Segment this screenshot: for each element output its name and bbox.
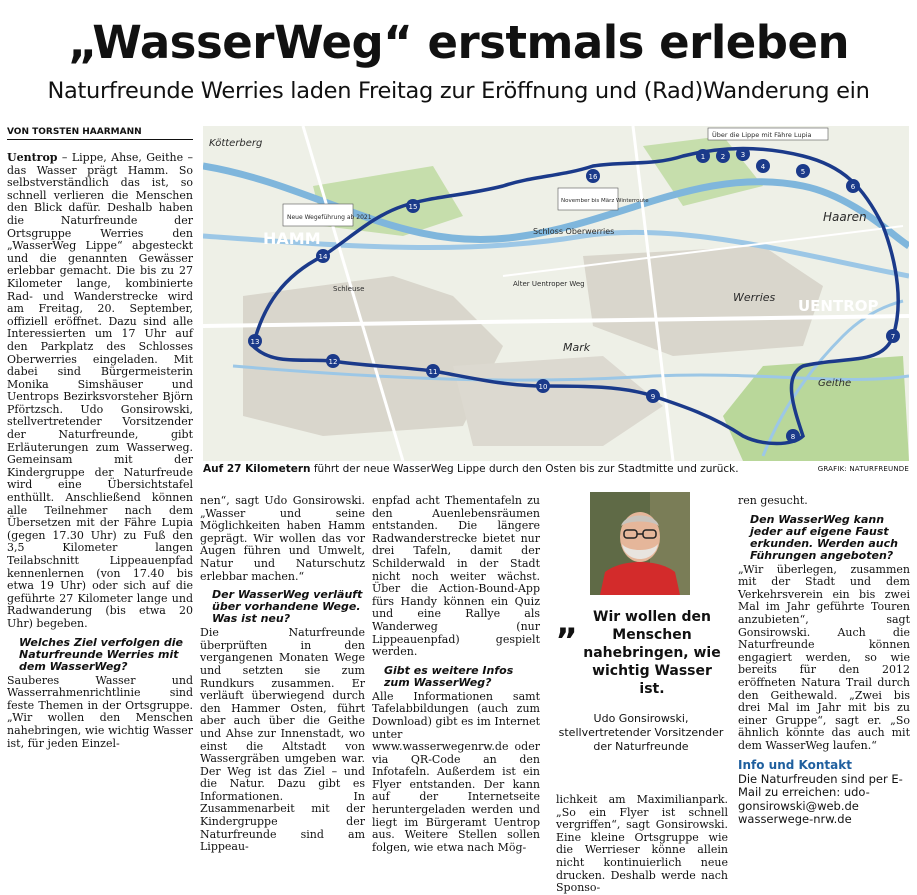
col4-text: lichkeit am Maximilianpark. „So ein Flyer ist schnell vergriffen“, sagt Gonsirowski. Eine kleine Ortsgruppe wie die Werrieser könne allein nicht kontinuierlich neue drucken. Deshalb werde nach Sponso- [556, 793, 728, 895]
col2-text: nen“, sagt Udo Gonsirowski. „Wasser und seine Möglichkeiten haben Hamm geprägt. Wir wollen das vor Augen führen und Umwelt, Natur und Naturschutz erlebbar machen.“ [200, 494, 365, 583]
article-column-3 [372, 495, 540, 854]
station-number: 12 [328, 358, 338, 366]
route-map-graphic [203, 126, 909, 461]
station-number: 14 [318, 253, 328, 261]
map-label-hamm: HAMM [263, 229, 321, 248]
station-number: 4 [760, 163, 766, 171]
map-label-geithe: Geithe [818, 378, 852, 389]
map-label-road: Alter Uentroper Weg [513, 280, 585, 288]
route-map [203, 126, 909, 461]
map-note-ferry: Über die Lippe mit Fähre Lupia [712, 131, 812, 139]
station-number: 5 [800, 168, 806, 176]
answer-text-4: „Wir überlegen, zusammen mit der Stadt und dem Verkehrsverein ein bis zwei Mal im Jahr geführte Touren anzubieten“, sagt Gonsirowski. Auch die Naturfreunde können engagiert werden, so wie bereits für den 2012 eröffneten Natura Trail durch den Geithewald. „Zwei bis drei Mal im Jahr mit bis zu einer Gruppe“, sagt er. „So ähnlich könnte das auch mit dem WasserWeg laufen.“ [738, 562, 910, 752]
article-intro [7, 152, 193, 631]
answer-text-2: Die Naturfreunde überprüften in den vergangenen Monaten Wege und setzten sie zum Rundkurs zusammen. Er verläuft überwiegend durch den Hammer Osten, führt aber auch über die Geithe und Ahse zur Innenstadt, wo einst die Altstadt von Wassergräben umgeben war. Der Weg ist das Ziel – und die Natur. Dazu gibt es Informationen. In Zusammenarbeit mit der Kindergruppe der Naturfreunde sind am Lippeau- [200, 626, 365, 854]
station-number: 3 [740, 151, 746, 159]
info-text: Die Naturfreuden sind per E-Mail zu erreichen: udo-gonsirowski@web.de wasserwege-nrw.de [738, 771, 903, 826]
station-number: 2 [720, 153, 726, 161]
map-label-schleuse: Schleuse [333, 285, 365, 293]
station-number: 16 [588, 173, 598, 181]
map-label-werries: Werries [733, 291, 776, 304]
station-number: 7 [890, 333, 896, 341]
article-column-5 [738, 495, 910, 827]
headline: „WasserWeg“ erstmals erleben [67, 16, 850, 69]
station-number: 6 [850, 183, 856, 191]
article-column-2 [200, 495, 365, 854]
info-heading: Info und Kontakt [738, 757, 852, 772]
station-number: 9 [650, 393, 656, 401]
question-heading-2: Der WasserWeg verläuft über vorhandene Wege. Was ist neu? [212, 588, 363, 626]
byline: VON TORSTEN HAARMANN [7, 127, 193, 140]
quote-author: Udo Gonsirowski, stellvertretender Vorsitzender der Naturfreunde [558, 712, 724, 753]
dateline: Uentrop [7, 151, 58, 164]
map-note-winter: November bis März Winterroute [561, 198, 649, 204]
answer-text-3: Alle Informationen samt Tafelabbildungen (auch zum Download) gibt es im Internet unter www.wasserwegenrw.de oder via QR-Code an den Infotafeln. Außerdem ist ein Flyer entstanden. Der kann auf der Internetseite heruntergeladen werden und liegt im Bürgeramt Uentrop aus. Weitere Stellen sollen folgen, wie etwa nach Mög- [372, 689, 540, 854]
quote-text: Wir wollen den Menschen nahebringen, wie wichtig Wasser ist. [583, 609, 721, 697]
caption-text: führt der neue WasserWeg Lippe durch den Osten bis zur Stadtmitte und zurück. [310, 463, 739, 475]
caption-lead: Auf 27 Kilometern [203, 463, 311, 475]
map-label-mark: Mark [563, 341, 591, 354]
station-number: 13 [250, 338, 260, 346]
station-number: 11 [428, 368, 438, 376]
station-number: 1 [700, 153, 706, 161]
station-number: 10 [538, 383, 548, 391]
question-heading-1: Welches Ziel verfolgen die Naturfreunde Werries mit dem WasserWeg? [19, 635, 183, 673]
map-note-new-route: Neue Wegeführung ab 2021 [287, 214, 372, 221]
question-heading-4: Den WasserWeg kann jeder auf eigene Faust erkunden. Werden auch Führungen angeboten? [750, 512, 898, 562]
subheadline: Naturfreunde Werries laden Freitag zur Eröffnung und (Rad)Wanderung ein [47, 78, 870, 104]
article-column-1 [7, 152, 193, 750]
answer-text-1: Sauberes Wasser und Wasserrahmenrichtlinie sind feste Themen in der Ortsgruppe. „Wir wollen den Menschen nahebringen, wie wichtig Wasser ist, für jeden Einzel- [7, 673, 193, 750]
col3-text: enpfad acht Thementafeln zu den Auenlebensräumen entstanden. Die längere Radwanderstrecke bietet nur drei Tafeln, damit der Schilderwald in der Stadt nicht noch weiter wächst. Über die Action-Bound-App fürs Handy können ein Quiz und eine Rallye als Wanderweg (nur Lippeauenpfad) gespielt werden. [372, 494, 540, 659]
map-label-oberwerries: Schloss Oberwerries [533, 227, 615, 236]
map-label-haaren: Haaren [823, 210, 867, 224]
map-label-uentrop: UENTROP [798, 297, 879, 315]
station-number: 8 [790, 433, 796, 441]
col5-text: ren gesucht. [738, 494, 808, 507]
map-label-koetterberg: Kötterberg [209, 138, 263, 149]
portrait-illustration [590, 492, 690, 595]
article-column-4 [556, 794, 728, 895]
question-heading-3: Gibt es weitere Infos zum WasserWeg? [384, 663, 514, 689]
pull-quote [556, 603, 726, 754]
portrait-photo [590, 492, 690, 595]
quote-mark-icon: „ [556, 603, 579, 643]
station-number: 15 [408, 203, 418, 211]
caption-credit: GRAFIK: NATURFREUNDE [817, 465, 909, 473]
map-caption [203, 463, 909, 475]
intro-text: – Lippe, Ahse, Geithe – das Wasser prägt Hamm. So selbstverständlich das ist, so schnell verlieren die Menschen den Blick dafür. Deshalb haben die Naturfreunde der Ortsgruppe Werries den „WasserWeg Lippe“ abgesteckt und die genannten Gewässer erlebbar gemacht. Die bis zu 27 Kilometer lange, kombinierte Rad- und Wanderstrecke wird am Freitag, 20. September, offiziell eröffnet. Dazu sind alle Interessierten um 17 Uhr auf den Parkplatz des Schlosses Oberwerries eingeladen. Mit dabei sind Bürgermeisterin Monika Simshäuser und Uentrops Bezirksvorsteher Björn Pförtzsch. Udo Gonsirowski, stellvertretender Vorsitzender der Naturfreunde, gibt Erläuterungen zum Wasserweg. Gemeinsam mit der Kindergruppe der Naturfreude wird eine Übersichtstafel enthüllt. Anschließend können alle Teilnehmer nach dem Übersetzen mit der Fähre Lupia (gegen 17.30 Uhr) zu Fuß den 3,5 Kilometer langen Teilabschnitt Lippeauenpfad kennenlernen (von 17.40 bis etwa 19 Uhr) oder sich auf die geführte 27 Kilometer lange und Radwanderung (bis etwa 20 Uhr) begeben. [7, 151, 193, 630]
